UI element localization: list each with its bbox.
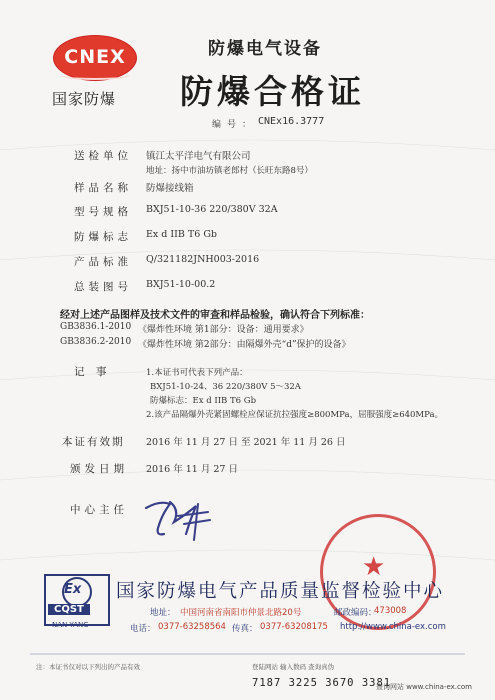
product-standard-label: 产品标准 — [74, 256, 132, 268]
issue-date-value: 2016 年 11 月 27 日 — [146, 464, 238, 475]
logo-swoosh — [60, 70, 130, 80]
issue-date-label: 颁发日期 — [70, 463, 128, 475]
footer-note: 注：本证书仅对以下列出的产品有效 — [36, 663, 140, 671]
header-title: 防爆合格证 — [180, 72, 365, 111]
drawing-no-value: BXJ51-10-00.2 — [146, 279, 216, 290]
fax-label: 传真： — [232, 624, 258, 634]
tel-value: 0377-63258564 — [158, 622, 226, 632]
product-name-value: 防爆接线箱 — [146, 183, 194, 194]
applicant-value: 镇江太平洋电气有限公司 — [146, 151, 251, 162]
tel-label: 电话： — [130, 624, 156, 634]
issuer-center-name: 国家防爆电气产品质量监督检验中心 — [116, 581, 445, 602]
standard-title-2: 《爆炸性环境 第2部分：由隔爆外壳“d”保护的设备》 — [138, 340, 351, 350]
org-name: 国家防爆 — [52, 90, 117, 108]
drawing-no-label: 总装图号 — [74, 281, 132, 293]
notes-line-1: 1.本证书可代表下列产品： — [146, 368, 248, 378]
standards-heading: 经对上述产品图样及技术文件的审查和样品检验，确认符合下列标准： — [60, 310, 370, 321]
zip-label: 邮政编码： — [334, 608, 377, 618]
address-value: 中国河南省南阳市仲景北路20号 — [180, 608, 302, 618]
ex-marking-label: 防爆标志 — [74, 231, 132, 243]
standard-code-2: GB3836.2-2010 — [60, 337, 132, 347]
footer-verify-note: 登陆网站 输入数码 查询真伪 — [252, 663, 335, 671]
applicant-address: 地址：扬中市油坊镇老郎村（长旺东路8号） — [146, 166, 313, 176]
product-standard-value: Q/321182JNH003-2016 — [146, 254, 260, 265]
director-label: 中心主任 — [70, 504, 128, 516]
serial-number: 7187 3225 3670 3381 — [252, 677, 392, 689]
cnex-logo-text: CNEX — [64, 46, 126, 68]
ex-marking-value: Ex d IIB T6 Gb — [146, 229, 217, 240]
query-site-note: 查询网站 www.china-ex.com — [376, 683, 472, 691]
cqst-mark-text: CQST — [48, 604, 90, 615]
notes-line-2: BXJ51-10-24、36 220/380V 5～32A — [150, 382, 301, 392]
notes-line-4: 2.该产品隔爆外壳紧固螺栓应保证抗拉强度≥800MPa，屈服强度≥640MPa。 — [146, 410, 444, 420]
standard-code-1: GB3836.1-2010 — [60, 322, 132, 332]
model-label: 型号规格 — [74, 206, 132, 218]
header-subtitle: 防爆电气设备 — [208, 39, 322, 59]
address-label: 地址： — [150, 608, 176, 618]
stamp-star-icon: ★ — [362, 552, 386, 582]
notes-label: 记 事 — [74, 366, 111, 378]
product-name-label: 样品名称 — [74, 182, 132, 194]
zip-value: 473008 — [374, 606, 407, 616]
notes-line-3: 防爆标志：Ex d IIB T6 Gb — [150, 396, 257, 406]
fax-value: 0377-63208175 — [260, 622, 328, 632]
cert-number-label: 编号： — [212, 120, 258, 130]
validity-label: 本证有效期 — [62, 436, 125, 448]
standard-title-1: 《爆炸性环境 第1部分：设备：通用要求》 — [138, 325, 309, 335]
applicant-label: 送检单位 — [74, 150, 132, 162]
model-value: BXJ51-10-36 220/380V 32A — [146, 204, 278, 215]
nanyang-mark-text: NAN YANG — [52, 621, 89, 629]
cert-number: CNEx16.3777 — [258, 116, 325, 127]
director-signature — [140, 494, 220, 542]
validity-value: 2016 年 11 月 27 日 至 2021 年 11 月 26 日 — [146, 437, 346, 448]
ex-mark-text: Ex — [64, 582, 82, 597]
website[interactable]: http://www.china-ex.com — [340, 622, 446, 632]
